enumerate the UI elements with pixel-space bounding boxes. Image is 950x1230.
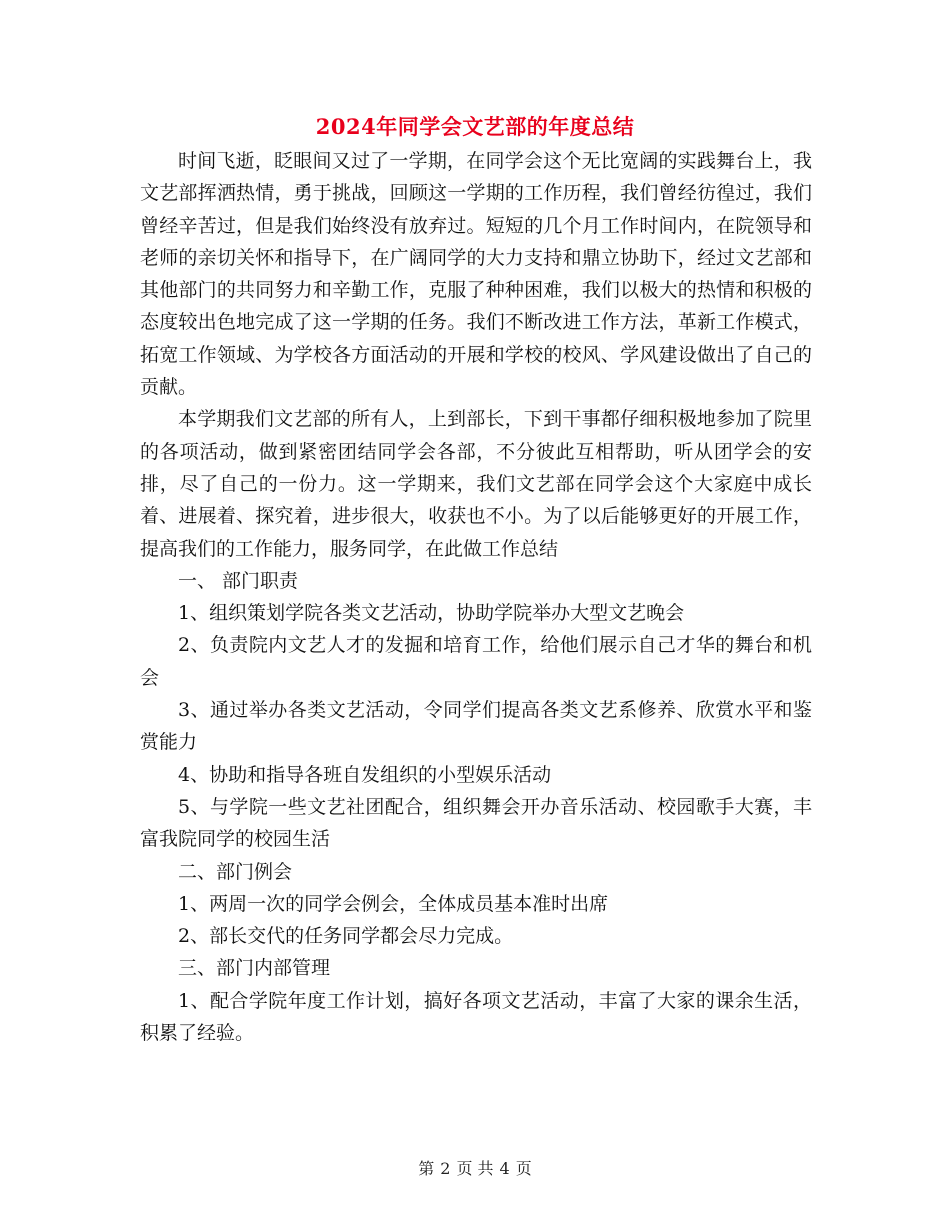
- list-item: 5、与学院一些文艺社团配合，组织舞会开办音乐活动、校园歌手大赛，丰富我院同学的校园生活: [140, 795, 812, 851]
- total-page-number: 4: [499, 1159, 510, 1178]
- section-heading: 二、部门例会: [178, 860, 293, 883]
- list-item: 4、协助和指导各班自发组织的小型娱乐活动: [178, 763, 552, 786]
- list-item: 1、配合学院年度工作计划，搞好各项文艺活动，丰富了大家的课余生活，积累了经验。: [140, 989, 812, 1045]
- list-item: 2、负责院内文艺人才的发掘和培育工作，给他们展示自己才华的舞台和机会: [140, 634, 812, 689]
- list-item: 1、两周一次的同学会例会，全体成员基本准时出席: [178, 892, 609, 915]
- section-heading: 三、部门内部管理: [178, 957, 331, 980]
- list-item: 2、部长交代的任务同学都会尽力完成。: [178, 925, 514, 948]
- paragraph: 本学期我们文艺部的所有人，上到部长，下到干事都仔细积极地参加了院里的各项活动，做到紧密团结同学会各部，不分彼此互相帮助，听从团学会的安排，尽了自己的一份力。这一学期来，我们文艺部在同学会这个大家庭中成长着、进展着、探究着，进步很大，收获也不小。为了以后能够更好的开展工作，提高我们的工作能力，服务同学，在此做工作总结: [140, 408, 812, 560]
- footer-suffix: 页: [515, 1159, 532, 1178]
- footer-prefix: 第: [418, 1159, 435, 1178]
- paragraph: 时间飞逝，眨眼间又过了一学期，在同学会这个无比宽阔的实践舞台上，我文艺部挥洒热情，勇于挑战，回顾这一学期的工作历程，我们曾经彷徨过，我们曾经辛苦过，但是我们始终没有放弃过。短短的几个月工作时间内，在院领导和老师的亲切关怀和指导下，在广阔同学的大力支持和鼎立协助下，经过文艺部和其他部门的共同努力和辛勤工作，克服了种种困难，我们以极大的热情和积极的态度较出色地完成了这一学期的任务。我们不断改进工作方法，革新工作模式，拓宽工作领域、为学校各方面活动的开展和学校的校风、学风建设做出了自己的贡献。: [140, 150, 812, 399]
- document-body: [140, 145, 812, 1049]
- footer-middle: 页 共: [456, 1159, 494, 1178]
- list-item: 3、通过举办各类文艺活动，令同学们提高各类文艺系修养、欣赏水平和鉴赏能力: [140, 699, 812, 754]
- current-page-number: 2: [440, 1159, 451, 1178]
- list-item: 1、组织策划学院各类文艺活动，协助学院举办大型文艺晚会: [178, 602, 685, 625]
- section-heading: 一、 部门职责: [178, 569, 299, 592]
- page-number-footer: [0, 1156, 950, 1179]
- document-title: 2024年同学会文艺部的年度总结: [315, 114, 635, 139]
